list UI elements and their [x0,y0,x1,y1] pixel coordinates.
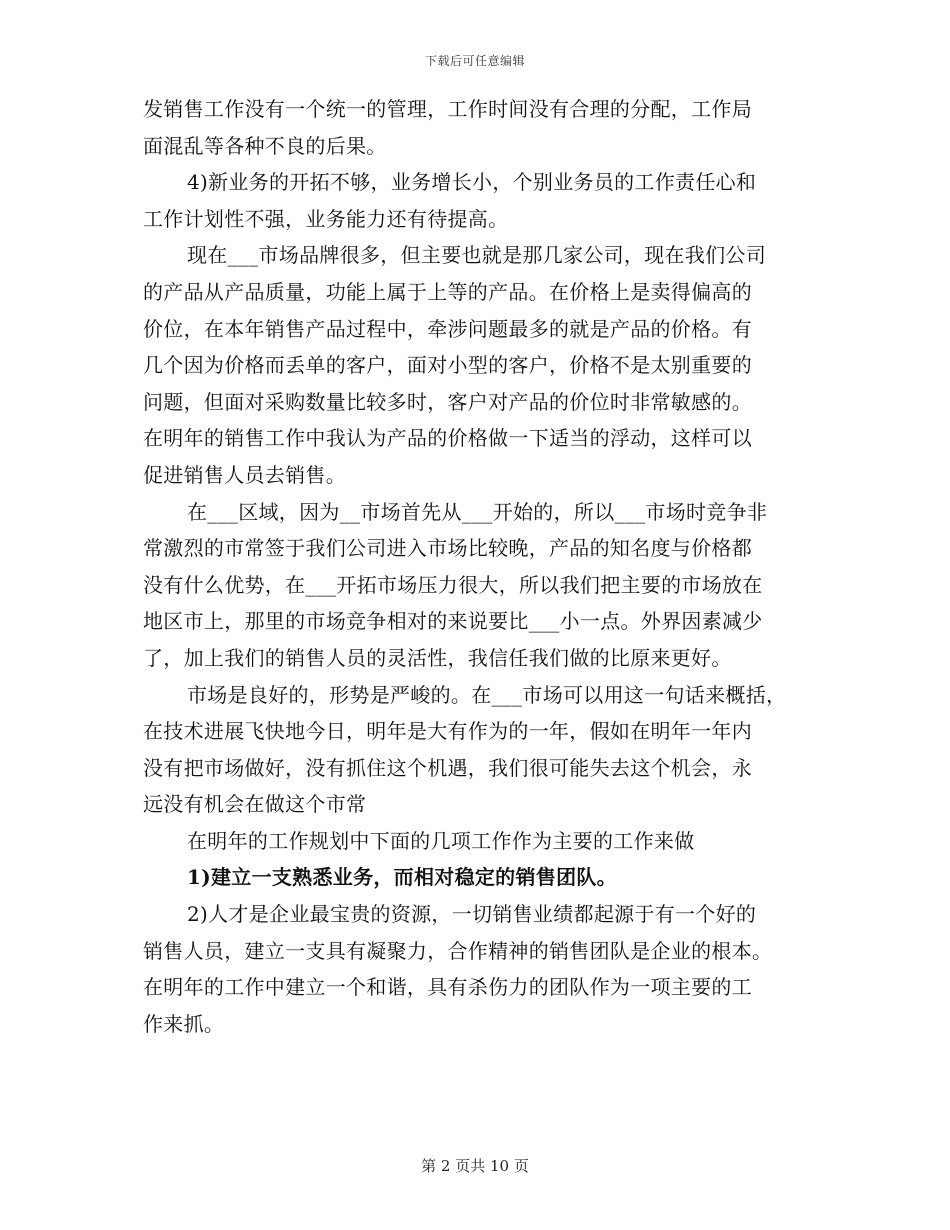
page-header: 下载后可任意编辑 [424,54,525,68]
text-line: 作来抓。 [143,1011,225,1036]
text-line: 常激烈的市常签于我们公司进入市场比较晚，产品的知名度与价格都 [143,536,752,561]
text-line: 促进销售人员去销售。 [143,462,346,487]
text-line: 2)人才是企业最宝贵的资源，一切销售业绩都起源于有一个好的 [187,902,757,927]
text-line: 工作计划性不强，业务能力还有待提高。 [143,206,509,231]
text-line: 几个因为价格而丢单的客户，面对小型的客户，价格不是太别重要的 [143,353,752,378]
text-line: 在明年的工作规划中下面的几项工作作为主要的工作来做 [187,828,695,853]
text-line: 面混乱等各种不良的后果。 [143,133,387,158]
section-heading: 1)建立一支熟悉业务，而相对稳定的销售团队。 [187,865,617,890]
text-line: 没有什么优势，在___开拓市场压力很大，所以我们把主要的市场放在 [143,572,763,597]
text-line: 远没有机会在做这个市常 [143,792,367,817]
text-line: 问题，但面对采购数量比较多时，客户对产品的价位时非常敏感的。 [143,389,752,414]
text-line: 现在___市场品牌很多，但主要也就是那几家公司，现在我们公司 [187,243,766,268]
text-line: 4)新业务的开拓不够，业务增长小，个别业务员的工作责任心和 [187,170,757,195]
text-line: 在明年的销售工作中我认为产品的价格做一下适当的浮动，这样可以 [143,426,752,451]
page-footer: 第 2 页共 10 页 [421,1157,529,1175]
text-line: 在技术进展飞快地今日，明年是大有作为的一年，假如在明年一年内 [143,719,752,744]
text-line: 地区市上，那里的市场竞争相对的来说要比___小一点。外界因素减少 [143,609,763,634]
text-line: 价位，在本年销售产品过程中，牵涉问题最多的就是产品的价格。有 [143,316,752,341]
text-line: 在明年的工作中建立一个和谐，具有杀伤力的团队作为一项主要的工 [143,975,752,1000]
text-line: 发销售工作没有一个统一的管理，工作时间没有合理的分配，工作局 [143,97,752,121]
text-line: 市场是良好的，形势是严峻的。在___市场可以用这一句话来概括， [187,682,787,707]
text-line: 了，加上我们的销售人员的灵活性，我信任我们做的比原来更好。 [143,645,732,670]
text-line: 的产品从产品质量，功能上属于上等的产品。在价格上是卖得偏高的 [143,279,752,304]
text-line: 销售人员，建立一支具有凝聚力，合作精神的销售团队是企业的根本。 [143,938,773,963]
document-body [143,96,823,1047]
text-line: 没有把市场做好，没有抓住这个机遇，我们很可能失去这个机会，永 [143,755,752,780]
text-line: 在___区域，因为__市场首先从___开始的，所以___市场时竞争非 [187,499,768,524]
